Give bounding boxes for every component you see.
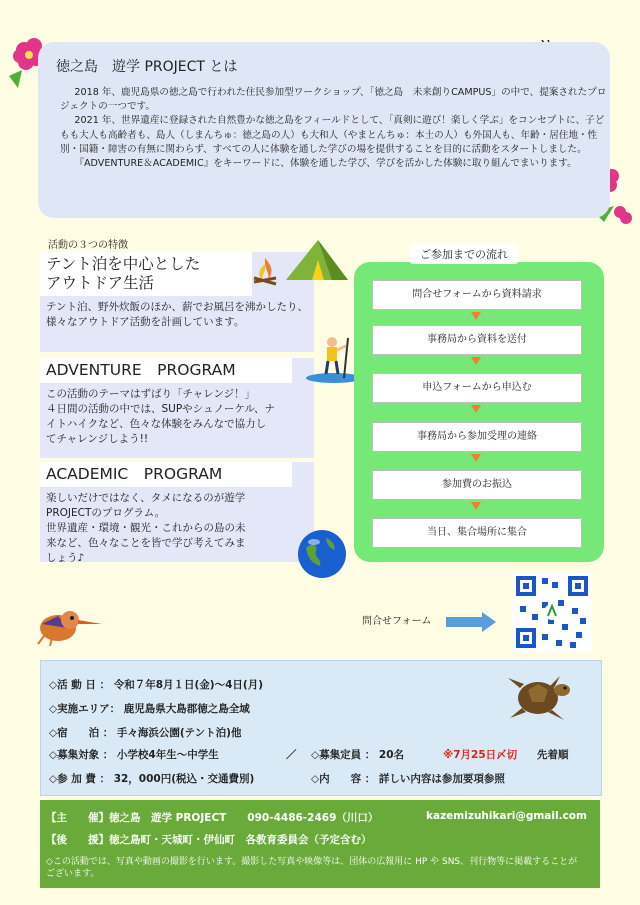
feature-academic xyxy=(40,462,314,562)
capacity: ◇募集定員 ： 20名 xyxy=(311,749,404,761)
feature-title: ACADEMIC PROGRAM xyxy=(40,462,292,487)
first-come-note: 先着順 xyxy=(537,749,569,761)
flow-step: 参加費のお振込 xyxy=(372,470,582,500)
intro-paragraph: 『ADVENTURE＆ACADEMIC』をキーワードに、体験を通した学び、学びを活かした体験に取り組んでまいります。 xyxy=(74,158,577,170)
contact-form-label: 問合せフォーム xyxy=(362,616,432,627)
organizer: 【主 催】徳之島 遊学 PROJECT 090-4486-2469（川口） xyxy=(46,812,379,824)
deadline: ※7月25日〆切 xyxy=(443,749,518,761)
kingfisher-bird-icon xyxy=(34,604,104,650)
lodging: ◇宿 泊 ： 手々海浜公園(テント泊)他 xyxy=(49,727,242,739)
flow-step: 事務局から参加受理の連絡 xyxy=(372,422,582,452)
right-arrow-icon xyxy=(446,612,496,632)
down-arrow-icon xyxy=(471,502,481,510)
earth-globe-icon xyxy=(296,528,348,580)
feature-title: テント泊を中心とした アウトドア生活 xyxy=(40,252,252,296)
flow-step: 事務局から資料を送付 xyxy=(372,325,582,355)
sea-turtle-icon xyxy=(504,668,574,724)
intro-paragraph: 2018 年、鹿児島県の徳之島で行われた住民参加型ワークショップ、「徳之島 未来創りCAMPUS」の中で、提案されたプロジェクトの一つです。 xyxy=(60,87,607,113)
separator: ／ xyxy=(286,749,297,761)
flow-step: 問合せフォームから資料請求 xyxy=(372,280,582,310)
intro-paragraph: 2021 年、世界遺産に登録された自然豊かな徳之島をフィールドとして、「真剣に遊び！楽しく学ぶ」をコンセプトに、子どもも大人も高齢者も、島人（しまんちゅ：徳之島の人）も大和人（やまとんちゅ：本土の人）も外国人も、年齢・居住地・性別・国籍・障害の有無に関わらず、すべての人に体験を通した学びの場を提供することを目的に活動をスタートしました。 xyxy=(60,115,605,155)
feature-title: ADVENTURE PROGRAM xyxy=(40,358,292,383)
activity-date: ◇活 動 日 ： 令和７年8月１日(金)～4日(月) xyxy=(49,679,264,691)
down-arrow-icon xyxy=(471,454,481,462)
application-flow xyxy=(354,262,604,562)
flow-step: 申込フォームから申込む xyxy=(372,373,582,403)
feature-body: 楽しいだけではなく、タメになるのが遊学PROJECTのプログラム。 世界遺産・環境・観光・これからの島の未来など、色々なことを皆で学び考えてみましょう♪ xyxy=(46,492,246,564)
features-label: 活動の３つの特徴 xyxy=(48,240,128,251)
contact-email[interactable]: kazemizuhikari@gmail.com xyxy=(426,810,587,822)
intro-body xyxy=(60,86,608,171)
flow-step: 当日、集合場所に集合 xyxy=(372,518,582,548)
flow-title: ご参加までの流れ xyxy=(410,244,518,264)
footer-panel xyxy=(40,800,600,888)
intro-title: 徳之島 遊学 PROJECT とは xyxy=(56,59,238,75)
down-arrow-icon xyxy=(471,312,481,320)
qr-code[interactable] xyxy=(512,572,592,652)
feature-body: テント泊、野外炊飯のほか、薪でお風呂を沸かしたり、様々なアウトドア活動を計画しています。 xyxy=(46,301,308,328)
campfire-icon xyxy=(252,256,278,286)
feature-body: この活動のテーマはずばり「チャレンジ！」 ４日間の活動の中では、SUPやシュノーケル、ナイトハイクなど、色々な体験をみんなで協力してチャレンジしよう!! xyxy=(46,388,276,445)
activity-area: ◇実施エリア： 鹿児島県大島郡徳之島全域 xyxy=(49,703,250,715)
photo-notice: ◇この活動では、写真や動画の撮影を行います。撮影した写真や映像等は、団体の広報用に HP や SNS、刊行物等に掲載することがございます。 xyxy=(46,857,578,879)
intro-panel xyxy=(38,42,610,218)
feature-adventure xyxy=(40,358,314,458)
supporters: 【後 援】徳之島町・天城町・伊仙町 各教育委員会（予定含む） xyxy=(46,834,372,846)
program-details: ◇内 容 ： 詳しい内容は参加要項参照 xyxy=(311,773,505,785)
down-arrow-icon xyxy=(471,405,481,413)
tent-icon xyxy=(282,236,352,284)
down-arrow-icon xyxy=(471,357,481,365)
target-participants: ◇募集対象 ： 小学校4年生～中学生 xyxy=(49,749,219,761)
participation-fee: ◇参 加 費 ： 32，000円(税込・交通費別) xyxy=(49,773,255,785)
